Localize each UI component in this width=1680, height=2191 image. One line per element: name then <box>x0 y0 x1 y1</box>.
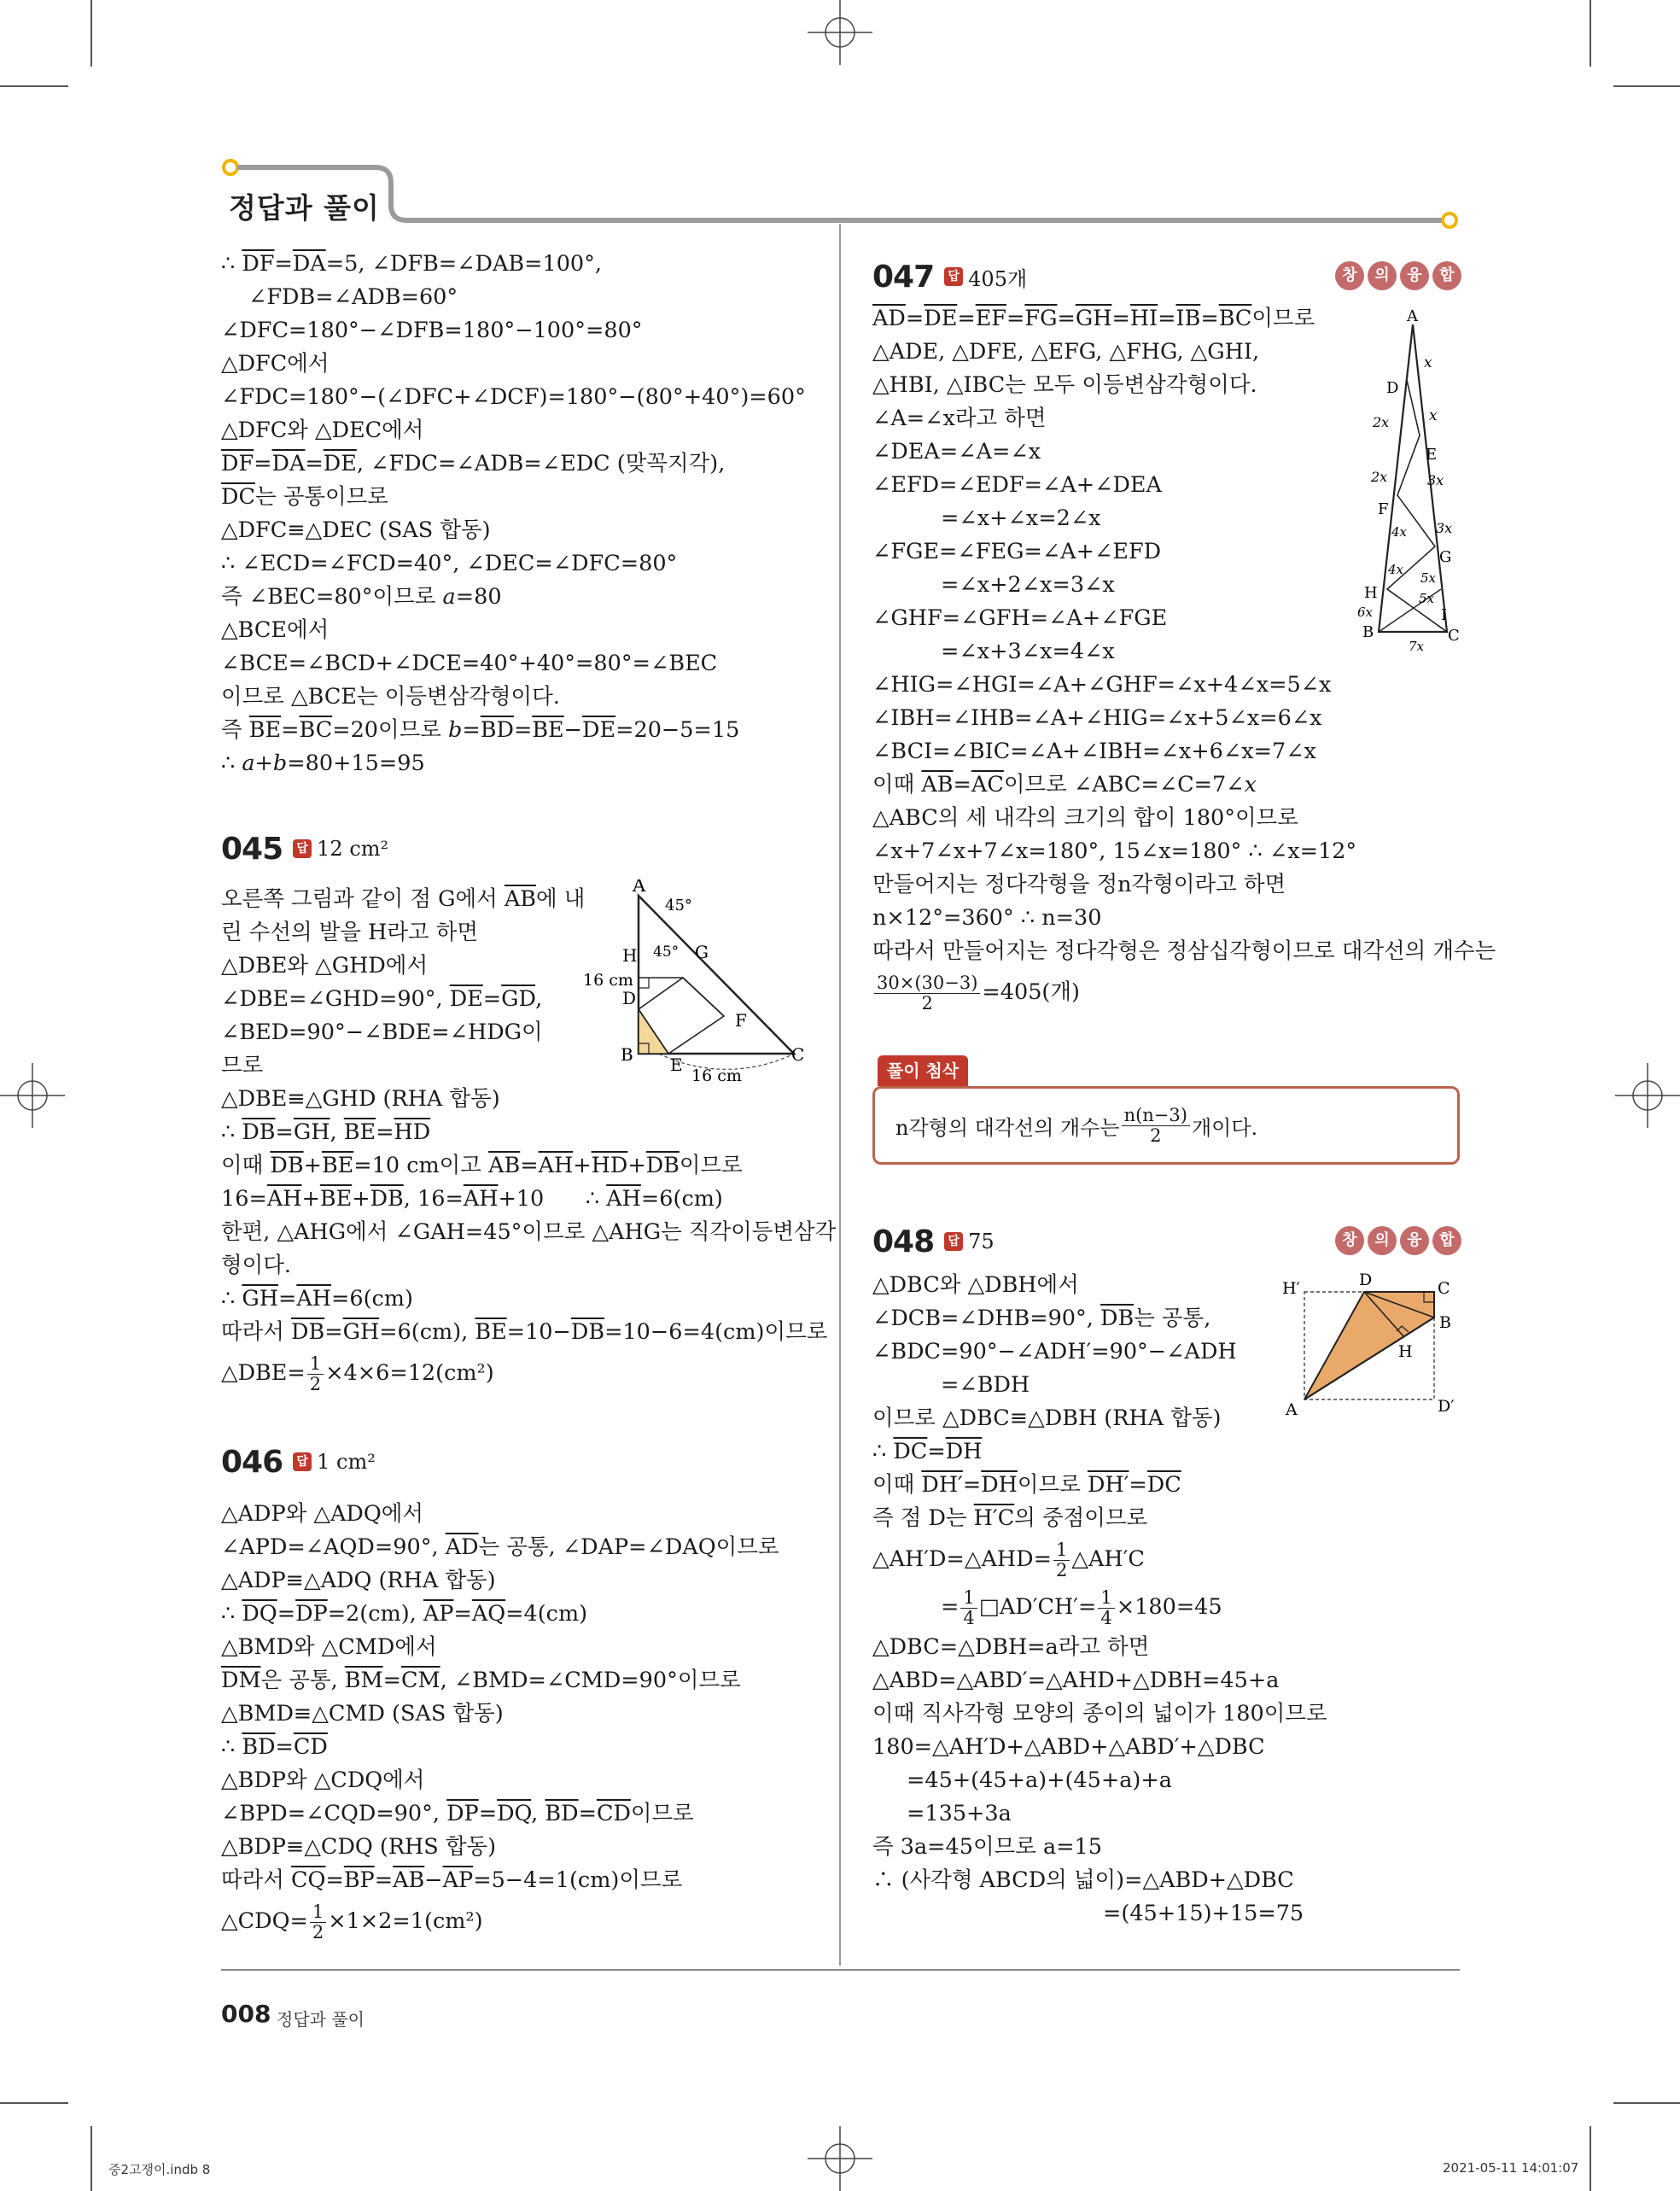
text-line: ∠BCI=∠BIC=∠A+∠IBH=∠x+6∠x=7∠x <box>872 739 1316 764</box>
print-slug: 중2고쟁이.indb 8 <box>108 2162 211 2177</box>
note-text: n각형의 대각선의 개수는 <box>895 1115 1120 1140</box>
text-line: △ABD=△ABD′=△AHD+△DBH=45+a <box>872 1668 1280 1693</box>
text-line: 이때 $DH'=\overline{DH}$이므로 $DH'=\overline{DC}$ <box>872 1472 1181 1498</box>
eq-text: △AH′C <box>1071 1546 1145 1572</box>
fig-label: A <box>1407 307 1418 325</box>
text-line: ∠BDC=90°−∠ADH′=90°−∠ADH <box>872 1339 1237 1364</box>
fraction-numerator: 30×(30−3) <box>874 973 980 993</box>
fig-label: H′ <box>1282 1279 1300 1298</box>
text-line: ∠BED=90°−∠BDE=∠HDG이 <box>221 1020 543 1045</box>
fraction <box>307 1354 324 1393</box>
text-line: 즉 점 D는 H′C의 중점이므로 <box>872 1505 1148 1531</box>
fig-label: A <box>1286 1400 1298 1419</box>
text-line: n×12°=360° ∴ n=30 <box>872 905 1102 931</box>
badge: 융 <box>1400 261 1429 290</box>
fig-label: 5x <box>1420 570 1437 586</box>
badge: 의 <box>1368 1226 1397 1255</box>
fraction <box>310 1902 326 1941</box>
text-line: 이므로 △BCE는 이등변삼각형이다. <box>221 684 560 710</box>
text-line: =(45+15)+15=75 <box>1103 1901 1304 1926</box>
text-line: △ADE, △DFE, △EFG, △FHG, △GHI, <box>872 339 1260 365</box>
registration-mark-icon <box>1615 1063 1680 1128</box>
footer-label: 정답과 풀이 <box>277 2009 365 2030</box>
text-line: ∠x+7∠x+7∠x=180°, 15∠x=180° ∴ ∠x=12° <box>872 838 1357 864</box>
fig-label: D <box>622 988 637 1008</box>
text-line: △DFC에서 <box>221 351 330 377</box>
eq-text: ×4×6=12(cm²) <box>325 1360 494 1386</box>
text-line: ∴ ∠ECD=∠FCD=40°, ∠DEC=∠DFC=80° <box>221 551 678 576</box>
fraction-denominator: 2 <box>1150 1125 1162 1146</box>
eq-text: △CDQ= <box>221 1908 308 1934</box>
fig-label: C <box>1448 627 1460 645</box>
text-line: ∴ (사각형 ABCD의 넓이)=△ABD+△DBC <box>872 1867 1294 1893</box>
text-line: ∴ a+b=80+15=95 <box>221 751 425 776</box>
text-line: 한편, △AHG에서 ∠GAH=45°이므로 △AHG는 직각이등변삼각 <box>221 1219 837 1245</box>
fig-label: E <box>670 1055 683 1075</box>
text-line: △DBC=△DBH=a라고 하면 <box>872 1634 1150 1660</box>
text-line: $\overline{DF}=\overline{DA}=\overline{DE}$, ∠FDC=∠ADB=∠EDC (맞꼭지각), <box>221 451 726 476</box>
text-line: △ADP와 △ADQ에서 <box>221 1501 424 1527</box>
equation-line <box>872 1535 1461 1583</box>
text-line: △DFC≡△DEC (SAS 합동) <box>221 517 491 543</box>
fig-label: 45° <box>653 944 680 961</box>
text-line: △DBE≡△GHD (RHA 합동) <box>221 1086 500 1112</box>
text-line: ∠FDC=180°−(∠DFC+∠DCF)=180°−(80°+40°)=60° <box>221 384 806 410</box>
fig-label: 2x <box>1373 414 1390 430</box>
print-timestamp: 2021-05-11 14:01:07 <box>1443 2160 1579 2176</box>
fig-label: B <box>1439 1313 1451 1332</box>
column-divider <box>839 224 841 1966</box>
fraction-numerator: 1 <box>307 1354 324 1374</box>
note-box <box>872 1086 1460 1165</box>
fig-label: 7x <box>1409 639 1425 654</box>
text-line: △DBC와 △DBH에서 <box>872 1272 1079 1298</box>
creative-badges <box>1335 1226 1461 1255</box>
text-line: △ADP≡△ADQ (RHA 합동) <box>221 1568 496 1593</box>
fig-label: 2x <box>1371 469 1388 485</box>
problem-header <box>221 1441 819 1482</box>
answer-value: 75 <box>968 1230 995 1253</box>
fig-label: H <box>1364 584 1378 602</box>
text-line: 따라서 $\overline{CQ}=\overline{BP}=\overline{AB}-\overline{AP}=5-4=1(cm)$이므로 <box>221 1867 683 1893</box>
answer-icon: 답 <box>944 1232 963 1251</box>
fig-label: 3x <box>1436 520 1453 536</box>
text-line: ∴ $\overline{DC}=\overline{DH}$ <box>872 1439 983 1464</box>
answer-value: 405개 <box>968 266 1028 291</box>
text-line: 이때 직사각형 모양의 종이의 넓이가 180이므로 <box>872 1701 1327 1727</box>
text-line: ∠DBE=∠GHD=90°, $\overline{DE}=\overline{GD}$, <box>221 986 543 1012</box>
fig-label: D <box>1386 379 1399 397</box>
fraction-numerator: n(n−3) <box>1122 1106 1190 1125</box>
text-line: ∠BPD=∠CQD=90°, $\overline{DP}=\overline{DQ}$, $\overline{BD}=\overline{CD}$이므로 <box>221 1801 694 1826</box>
text-line: $\overline{AD}=\overline{DE}=\overline{EF}=\overline{FG}=\overline{GH}=\overline{HI}=\overline{IB}=\overline{BC}$이므로 <box>872 306 1315 331</box>
text-line: $16=\overline{AH}+\overline{BE}+\overline{DB}$, $16=\overline{AH}+10$ ∴ $\overline{AH}=6(cm)$ <box>221 1186 723 1212</box>
fig-label: E <box>1426 446 1438 464</box>
fig-label: x <box>1424 354 1432 371</box>
fig-label: x <box>1429 407 1438 424</box>
final-equation <box>221 1897 819 1945</box>
badge: 창 <box>1335 1226 1364 1255</box>
fig-label: B <box>1362 623 1374 641</box>
fraction <box>1122 1106 1190 1144</box>
fig-label: A <box>633 879 646 896</box>
text-line: $\overline{DC}$는 공통이므로 <box>221 484 388 510</box>
eq-text: △DBE= <box>221 1360 306 1386</box>
eq-text: ×180=45 <box>1116 1594 1222 1620</box>
fraction-numerator: 1 <box>1053 1540 1070 1560</box>
figure-047 <box>1357 307 1468 657</box>
fig-label: 5x <box>1419 591 1435 606</box>
text-line: 즉 3a=45이므로 a=15 <box>872 1834 1103 1860</box>
answer-value: 1 cm² <box>317 1450 376 1474</box>
text-line: △BDP와 △CDQ에서 <box>221 1767 425 1793</box>
text-line: 린 수선의 발을 H라고 하면 <box>221 920 478 945</box>
badge: 창 <box>1335 261 1364 290</box>
problem-header <box>872 1221 1461 1262</box>
text-line: △ABC의 세 내각의 크기의 합이 180°이므로 <box>872 805 1298 831</box>
text-line: =45+(45+a)+(45+a)+a <box>907 1767 1172 1793</box>
fig-label: D <box>1359 1271 1373 1289</box>
fig-label: G <box>695 942 709 962</box>
badge: 합 <box>1432 261 1461 290</box>
fig-label: D′ <box>1438 1397 1455 1416</box>
badge: 합 <box>1432 1226 1461 1255</box>
problem-header <box>872 256 1461 297</box>
text-line: =∠x+∠x=2∠x <box>941 505 1101 531</box>
fraction-numerator: 1 <box>960 1588 977 1608</box>
eq-text: △AH′D=△AHD= <box>872 1546 1052 1572</box>
fig-label: C <box>791 1044 805 1065</box>
text-line: ∴ $\overline{BD}=\overline{CD}$ <box>221 1734 328 1760</box>
text-line: 이므로 △DBC≡△DBH (RHA 합동) <box>872 1405 1222 1431</box>
text-line: ∠BCE=∠BCD+∠DCE=40°+40°=80°=∠BEC <box>221 651 718 676</box>
note-text: 개이다. <box>1191 1115 1258 1140</box>
crop-mark <box>1590 2126 1591 2191</box>
creative-badges <box>1335 261 1461 290</box>
badge: 융 <box>1400 1226 1429 1255</box>
text-line: 따라서 $\overline{DB}=\overline{GH}=6(cm)$, $\overline{BE}=10-\overline{DB}=10-6=4(cm)$이므로 <box>221 1319 828 1345</box>
problem-046 <box>221 1441 819 1945</box>
problem-header <box>221 828 819 869</box>
crop-mark <box>1613 2102 1680 2104</box>
text-line: =∠x+2∠x=3∠x <box>941 572 1115 598</box>
fig-label: B <box>621 1044 633 1065</box>
text-line: ∴ $\overline{GH}=\overline{AH}=6(cm)$ <box>221 1286 413 1312</box>
fig-label: 4x <box>1388 562 1404 577</box>
registration-mark-icon <box>808 2126 872 2191</box>
text-line: △DFC와 △DEC에서 <box>221 418 424 443</box>
text-line: △BDP≡△CDQ (RHS 합동) <box>221 1834 497 1860</box>
fraction <box>1098 1588 1114 1627</box>
problem-number: 048 <box>872 1224 935 1259</box>
fraction-denominator: 2 <box>312 1921 324 1943</box>
fraction-denominator: 2 <box>1055 1559 1068 1580</box>
fig-label: C <box>1438 1279 1450 1298</box>
crop-mark <box>90 2126 92 2191</box>
text-line: ∠EFD=∠EDF=∠A+∠DEA <box>872 472 1162 498</box>
left-column <box>221 248 819 780</box>
answer-icon: 답 <box>293 1452 312 1471</box>
text-line: ∠DCB=∠DHB=90°, $\overline{DB}$는 공통, <box>872 1306 1211 1331</box>
figure-045 <box>576 879 824 1093</box>
eq-text: □AD′CH′= <box>978 1594 1097 1620</box>
text-line: ∠FGE=∠FEG=∠A+∠EFD <box>872 539 1162 564</box>
fraction-denominator: 4 <box>963 1607 975 1628</box>
figure-048 <box>1280 1268 1464 1422</box>
eq-text: ×1×2=1(cm²) <box>328 1908 483 1934</box>
text-line: △BCE에서 <box>221 617 330 643</box>
problem-number: 045 <box>221 831 283 867</box>
fig-label: 6x <box>1357 605 1374 620</box>
final-equation <box>221 1349 819 1397</box>
text-line: =135+3a <box>907 1801 1012 1826</box>
text-line: 만들어지는 정다각형을 정n각형이라고 하면 <box>872 872 1286 897</box>
text-line: ∠APD=∠AQD=90°, $\overline{AD}$는 공통, ∠DAP=∠DAQ이므로 <box>221 1534 779 1560</box>
problem-number: 046 <box>221 1444 283 1480</box>
text-line: $\overline{DM}$은 공통, $\overline{BM}=\overline{CM}$, ∠BMD=∠CMD=90°이므로 <box>221 1668 741 1693</box>
text-line: ∠HIG=∠HGI=∠A+∠GHF=∠x+4∠x=5∠x <box>872 672 1332 698</box>
fig-label: F <box>735 1010 747 1031</box>
fig-label: 45° <box>665 897 692 914</box>
crop-mark <box>0 2102 68 2104</box>
fig-label: I <box>1441 606 1448 624</box>
text-line: △DBE와 △GHD에서 <box>221 953 429 979</box>
fraction-denominator: 4 <box>1100 1607 1112 1628</box>
text-line: 형이다. <box>221 1253 292 1278</box>
fraction-denominator: 2 <box>921 992 933 1014</box>
text-line: △BMD≡△CMD (SAS 합동) <box>221 1701 504 1727</box>
fig-label: 4x <box>1391 524 1408 540</box>
page-title: 정답과 풀이 <box>229 191 380 225</box>
fig-label: 3x <box>1427 472 1444 488</box>
answer-icon: 답 <box>293 839 312 858</box>
text-line: 오른쪽 그림과 같이 점 G에서 $\overline{AB}$에 내 <box>221 886 586 912</box>
text-line: ∴ $\overline{DB}=\overline{GH}$, $\overline{BE}=\overline{HD}$ <box>221 1119 431 1145</box>
text-line: ∠IBH=∠IHB=∠A+∠HIG=∠x+5∠x=6∠x <box>872 705 1322 731</box>
footer-rule <box>221 1969 1460 1971</box>
answer-icon: 답 <box>944 267 963 286</box>
fig-label: G <box>1439 548 1452 566</box>
fraction <box>960 1588 977 1627</box>
fig-label: 16 cm <box>583 971 633 990</box>
text-line: ∠A=∠x라고 하면 <box>872 406 1047 431</box>
page-number: 008 <box>221 2000 271 2028</box>
text-line: ∠GHF=∠GFH=∠A+∠FGE <box>872 605 1168 631</box>
equation-line <box>872 1583 1461 1631</box>
text-line: ∠DEA=∠A=∠x <box>872 439 1041 464</box>
problem-number: 047 <box>872 259 935 295</box>
text-line: =∠x+3∠x=4∠x <box>941 639 1115 664</box>
fig-label: H <box>1398 1342 1413 1361</box>
text-line: ∠DFC=180°−∠DFB=180°−100°=80° <box>221 318 643 343</box>
text-line: ∴ $\overline{DQ}=\overline{DP}=2(cm)$, $\overline{AP}=\overline{AQ}=4(cm)$ <box>221 1601 588 1627</box>
fig-label: 16 cm <box>691 1066 742 1085</box>
text-line: 즉 $\overline{BE}=\overline{BC}=20$이므로 $b=\overline{BD}=\overline{BE}-\overline{DE}=20-5=15$ <box>221 717 740 743</box>
text-line: 이때 $\overline{AB}=\overline{AC}$이므로 ∠ABC=∠C=7∠x <box>872 772 1257 798</box>
note-tab: 풀이 첨삭 <box>878 1055 968 1086</box>
text-line: 180=△AH′D+△ABD+△ABD′+△DBC <box>872 1734 1265 1760</box>
registration-mark-icon <box>0 1063 65 1128</box>
final-equation <box>872 968 1461 1016</box>
fraction-numerator: 1 <box>1098 1588 1114 1608</box>
fraction-denominator: 2 <box>309 1373 322 1394</box>
fraction <box>1053 1540 1070 1579</box>
fig-label: F <box>1378 500 1389 518</box>
text-line: △BMD와 △CMD에서 <box>221 1634 437 1660</box>
fraction <box>874 973 980 1012</box>
text-line: ∴ $\overline{DF}=\overline{DA}=5$, ∠DFB=∠DAB=100°, <box>221 251 603 277</box>
answer-value: 12 cm² <box>317 837 389 861</box>
eq-text: = <box>941 1594 960 1620</box>
text-line: △HBI, △IBC는 모두 이등변삼각형이다. <box>872 372 1257 398</box>
text-line: 즉 ∠BEC=80°이므로 a=80 <box>221 584 502 610</box>
text-line: 므로 <box>221 1053 264 1078</box>
text-line: 이때 $\overline{DB}+\overline{BE}=10$ cm이고 $\overline{AB}=\overline{AH}+\overline{HD}+\overline{DB}$이므로 <box>221 1153 743 1178</box>
fig-label: H <box>622 945 638 966</box>
eq-text: =405(개) <box>982 979 1080 1005</box>
fraction-numerator: 1 <box>310 1902 326 1922</box>
text-line: 따라서 만들어지는 정다각형은 정삼십각형이므로 대각선의 개수는 <box>872 938 1496 964</box>
text-line: ∠FDB=∠ADB=60° <box>248 284 458 310</box>
badge: 의 <box>1368 261 1397 290</box>
text-line: =∠BDH <box>941 1372 1030 1398</box>
